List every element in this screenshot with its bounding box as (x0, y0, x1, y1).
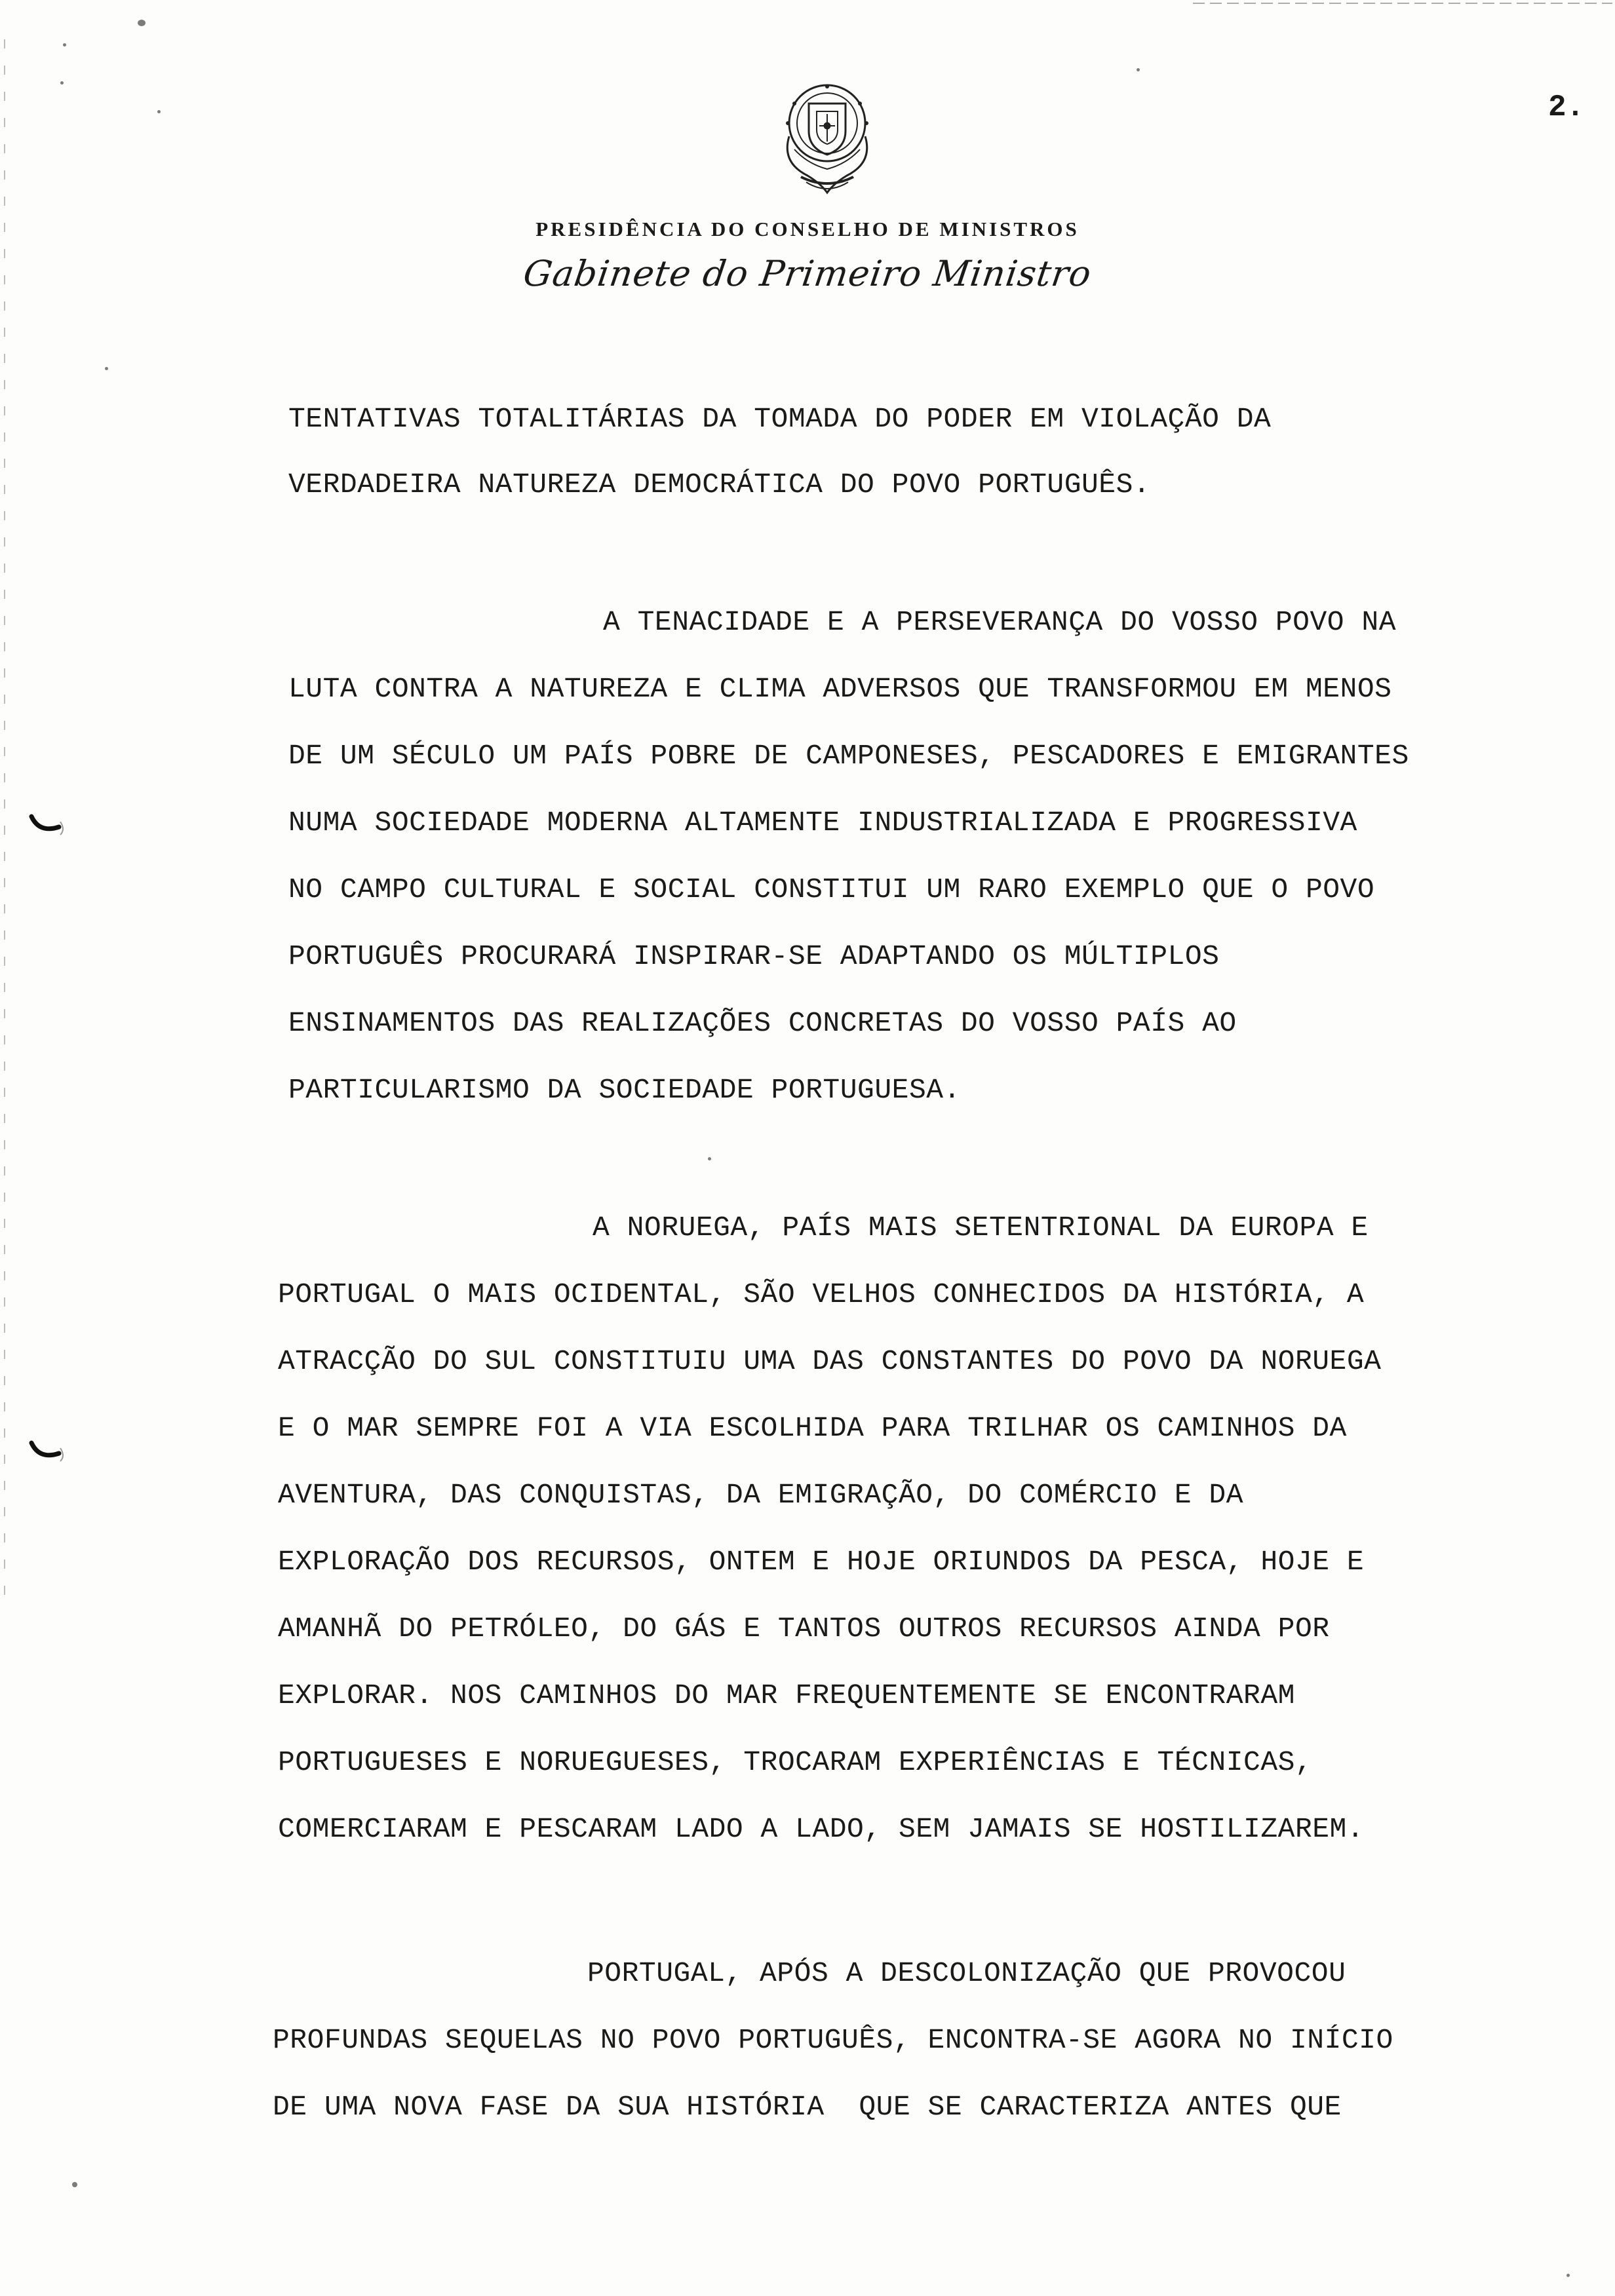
text-line: PORTUGUÊS PROCURARÁ INSPIRAR-SE ADAPTANDO OS MÚLTIPLOS (288, 940, 1220, 972)
text-line: EXPLORAR. NOS CAMINHOS DO MAR FREQUENTEMENTE SE ENCONTRARAM (278, 1679, 1295, 1712)
coat-of-arms-seal-icon (768, 77, 886, 202)
text-line: PORTUGAL, APÓS A DESCOLONIZAÇÃO QUE PROVOCOU (587, 1957, 1346, 1989)
binder-hole-mark-icon (29, 813, 67, 836)
text-line: EXPLORAÇÃO DOS RECURSOS, ONTEM E HOJE ORIUNDOS DA PESCA, HOJE E (278, 1546, 1365, 1578)
binder-hole-mark-icon (29, 1439, 67, 1463)
scan-speck (1137, 68, 1140, 71)
text-line: ATRACÇÃO DO SUL CONSTITUIU UMA DAS CONSTANTES DO POVO DA NORUEGA (278, 1345, 1382, 1377)
text-line: TENTATIVAS TOTALITÁRIAS DA TOMADA DO PODER EM VIOLAÇÃO DA (288, 403, 1272, 435)
scan-speck (72, 2182, 77, 2187)
text-line: PORTUGUESES E NORUEGUESES, TROCARAM EXPERIÊNCIAS E TÉCNICAS, (278, 1746, 1313, 1778)
text-line: DE UMA NOVA FASE DA SUA HISTÓRIA QUE SE CARACTERIZA ANTES QUE (273, 2091, 1342, 2123)
text-line: LUTA CONTRA A NATUREZA E CLIMA ADVERSOS QUE TRANSFORMOU EM MENOS (288, 673, 1392, 705)
text-line: PARTICULARISMO DA SOCIEDADE PORTUGUESA. (288, 1074, 961, 1106)
text-line: AVENTURA, DAS CONQUISTAS, DA EMIGRAÇÃO, DO COMÉRCIO E DA (278, 1479, 1244, 1511)
text-line: A NORUEGA, PAÍS MAIS SETENTRIONAL DA EUROPA E (593, 1212, 1369, 1244)
page-number: 2. (1548, 90, 1585, 124)
text-line: PORTUGAL O MAIS OCIDENTAL, SÃO VELHOS CONHECIDOS DA HISTÓRIA, A (278, 1278, 1365, 1311)
scan-speck (105, 367, 108, 370)
text-line: PROFUNDAS SEQUELAS NO POVO PORTUGUÊS, ENCONTRA-SE AGORA NO INÍCIO (273, 2024, 1393, 2056)
text-line: E O MAR SEMPRE FOI A VIA ESCOLHIDA PARA TRILHAR OS CAMINHOS DA (278, 1412, 1347, 1444)
header-title: PRESIDÊNCIA DO CONSELHO DE MINISTROS (535, 218, 1080, 240)
scan-speck (708, 1157, 711, 1160)
scan-speck (60, 81, 64, 85)
text-line: AMANHÃ DO PETRÓLEO, DO GÁS E TANTOS OUTROS RECURSOS AINDA POR (278, 1613, 1330, 1645)
scan-speck (63, 43, 66, 47)
text-line: COMERCIARAM E PESCARAM LADO A LADO, SEM JAMAIS SE HOSTILIZAREM. (278, 1813, 1365, 1845)
scan-speck (1566, 2274, 1570, 2277)
header-subtitle: Gabinete do Primeiro Ministro (520, 253, 1095, 294)
text-line: NO CAMPO CULTURAL E SOCIAL CONSTITUI UM RARO EXEMPLO QUE O POVO (288, 873, 1375, 906)
text-line: NUMA SOCIEDADE MODERNA ALTAMENTE INDUSTRIALIZADA E PROGRESSIVA (288, 807, 1357, 839)
text-line: A TENACIDADE E A PERSEVERANÇA DO VOSSO POVO NA (603, 606, 1396, 638)
scan-speck (157, 110, 161, 113)
text-line: VERDADEIRA NATUREZA DEMOCRÁTICA DO POVO PORTUGUÊS. (288, 469, 1151, 501)
text-line: ENSINAMENTOS DAS REALIZAÇÕES CONCRETAS DO VOSSO PAÍS AO (288, 1007, 1237, 1039)
scan-speck (138, 20, 146, 26)
text-line: DE UM SÉCULO UM PAÍS POBRE DE CAMPONESES, PESCADORES E EMIGRANTES (288, 740, 1409, 772)
scan-top-rule (1193, 3, 1612, 4)
